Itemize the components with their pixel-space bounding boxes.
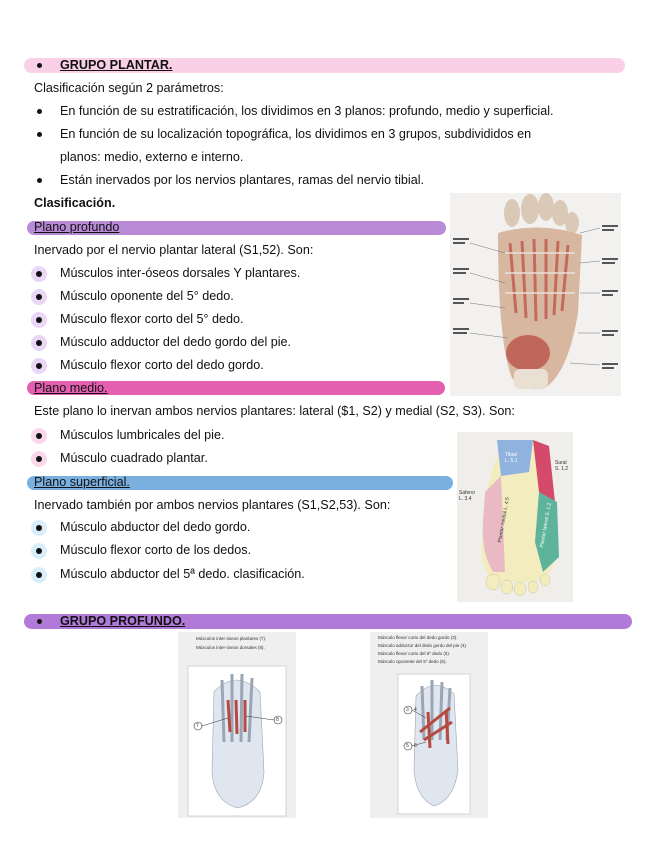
safeno-name: Safeno xyxy=(459,490,475,496)
plano-medio-title: Plano medio. xyxy=(34,381,108,395)
marker-label: 5 xyxy=(406,743,409,749)
list-bullet xyxy=(31,451,47,467)
grupo-profundo-heading: GRUPO PROFUNDO. xyxy=(60,614,186,628)
plano-profundo-intro: Inervado por el nervio plantar lateral (S1,52). Son: xyxy=(34,243,314,257)
bullet-dot xyxy=(37,619,42,624)
list-bullet xyxy=(31,358,47,374)
list-item: Músculo adductor del dedo gordo del pie. xyxy=(60,335,292,349)
list-bullet xyxy=(31,543,47,559)
tibial-segment: L. 5.1 xyxy=(505,458,518,464)
list-bullet xyxy=(31,520,47,536)
plantar-anatomy-figure xyxy=(450,193,621,396)
figure-caption: Músculos inter-óseos plantares (7). xyxy=(196,636,267,641)
bullet-dot xyxy=(37,109,42,114)
list-item: Músculos lumbricales del pie. xyxy=(60,428,225,442)
plano-profundo-title: Plano profundo xyxy=(34,220,120,234)
bullet-localizacion-cont: planos: medio, externo e interno. xyxy=(60,150,244,164)
figure-caption: Músculos inter-óseos dorsales (8). xyxy=(196,645,265,650)
figure-caption: Músculo flexor corto del 5º dedo (5). xyxy=(378,651,451,656)
list-bullet xyxy=(31,428,47,444)
plantar-lateral-label: Plantar lateral S. 1.2 xyxy=(539,502,553,549)
safeno-label xyxy=(459,490,475,502)
bullet-inervacion: Están inervados por los nervios plantares, ramas del nervio tibial. xyxy=(60,173,425,187)
list-item: Músculo flexor corto de los dedos. xyxy=(60,543,252,557)
grupo-plantar-heading: GRUPO PLANTAR. xyxy=(60,58,173,72)
sural-name: Sural xyxy=(555,460,567,466)
list-item: Músculo flexor corto del 5° dedo. xyxy=(60,312,244,326)
list-bullet xyxy=(31,335,47,351)
bullet-estratificacion: En función de su estratificación, los dividimos en 3 planos: profundo, medio y superficial. xyxy=(60,104,554,118)
list-item: Músculo abductor del dedo gordo. xyxy=(60,520,251,534)
bullet-dot xyxy=(37,63,42,68)
list-bullet xyxy=(31,289,47,305)
marker-label: 4 xyxy=(414,707,417,713)
list-item: Músculo flexor corto del dedo gordo. xyxy=(60,358,264,372)
plano-superficial-intro: Inervado también por ambos nervios plantares (S1,S2,53). Son: xyxy=(34,498,391,512)
deep-muscles-foot-diagram xyxy=(370,670,488,818)
list-item: Músculos inter-óseos dorsales Y plantares. xyxy=(60,266,301,280)
marker-label: 6 xyxy=(414,743,417,749)
list-bullet xyxy=(31,312,47,328)
sural-segment: S. 1.2 xyxy=(555,466,569,472)
clasificacion-label: Clasificación. xyxy=(34,196,116,210)
list-item: Músculo abductor del 5ª dedo. clasificación. xyxy=(60,567,305,581)
marker-label: 8 xyxy=(276,717,279,723)
marker-label: 7 xyxy=(196,723,199,729)
plantar-medial-label: Plantar medial L. 4.5 xyxy=(497,496,511,544)
figure-caption: Músculo flexor corto del dedo gordo (3). xyxy=(378,635,458,640)
marker-label: 3 xyxy=(406,707,409,713)
list-item: Músculo oponente del 5° dedo. xyxy=(60,289,234,303)
bullet-dot xyxy=(37,132,42,137)
clasificacion-intro: Clasificación según 2 parámetros: xyxy=(34,81,224,95)
bullet-dot xyxy=(37,178,42,183)
plano-superficial-title: Plano superficial. xyxy=(34,475,130,489)
safeno-segment: L. 3.4 xyxy=(459,496,472,502)
tibial-name: Tibial xyxy=(505,452,517,458)
tibial-label xyxy=(505,452,518,464)
list-bullet xyxy=(31,567,47,583)
deep-muscles-figure xyxy=(370,632,488,818)
figure-caption: Músculo oponente del 5º dedo (6). xyxy=(378,659,447,664)
dermatome-figure xyxy=(457,432,573,602)
interossei-foot-diagram xyxy=(178,662,296,818)
figure-caption: Músculo adductor del dedo gordo del pie (4). xyxy=(378,643,468,648)
plano-medio-intro: Este plano lo inervan ambos nervios plantares: lateral ($1, S2) y medial (S2, S3). Son: xyxy=(34,404,515,418)
list-item: Músculo cuadrado plantar. xyxy=(60,451,208,465)
sural-label xyxy=(555,460,568,472)
interossei-figure xyxy=(178,632,296,818)
bullet-localizacion: En función de su localización topográfica, los dividimos en 3 grupos, subdivididos en xyxy=(60,127,532,141)
list-bullet xyxy=(31,266,47,282)
plantar-anatomy-illustration xyxy=(450,193,621,396)
